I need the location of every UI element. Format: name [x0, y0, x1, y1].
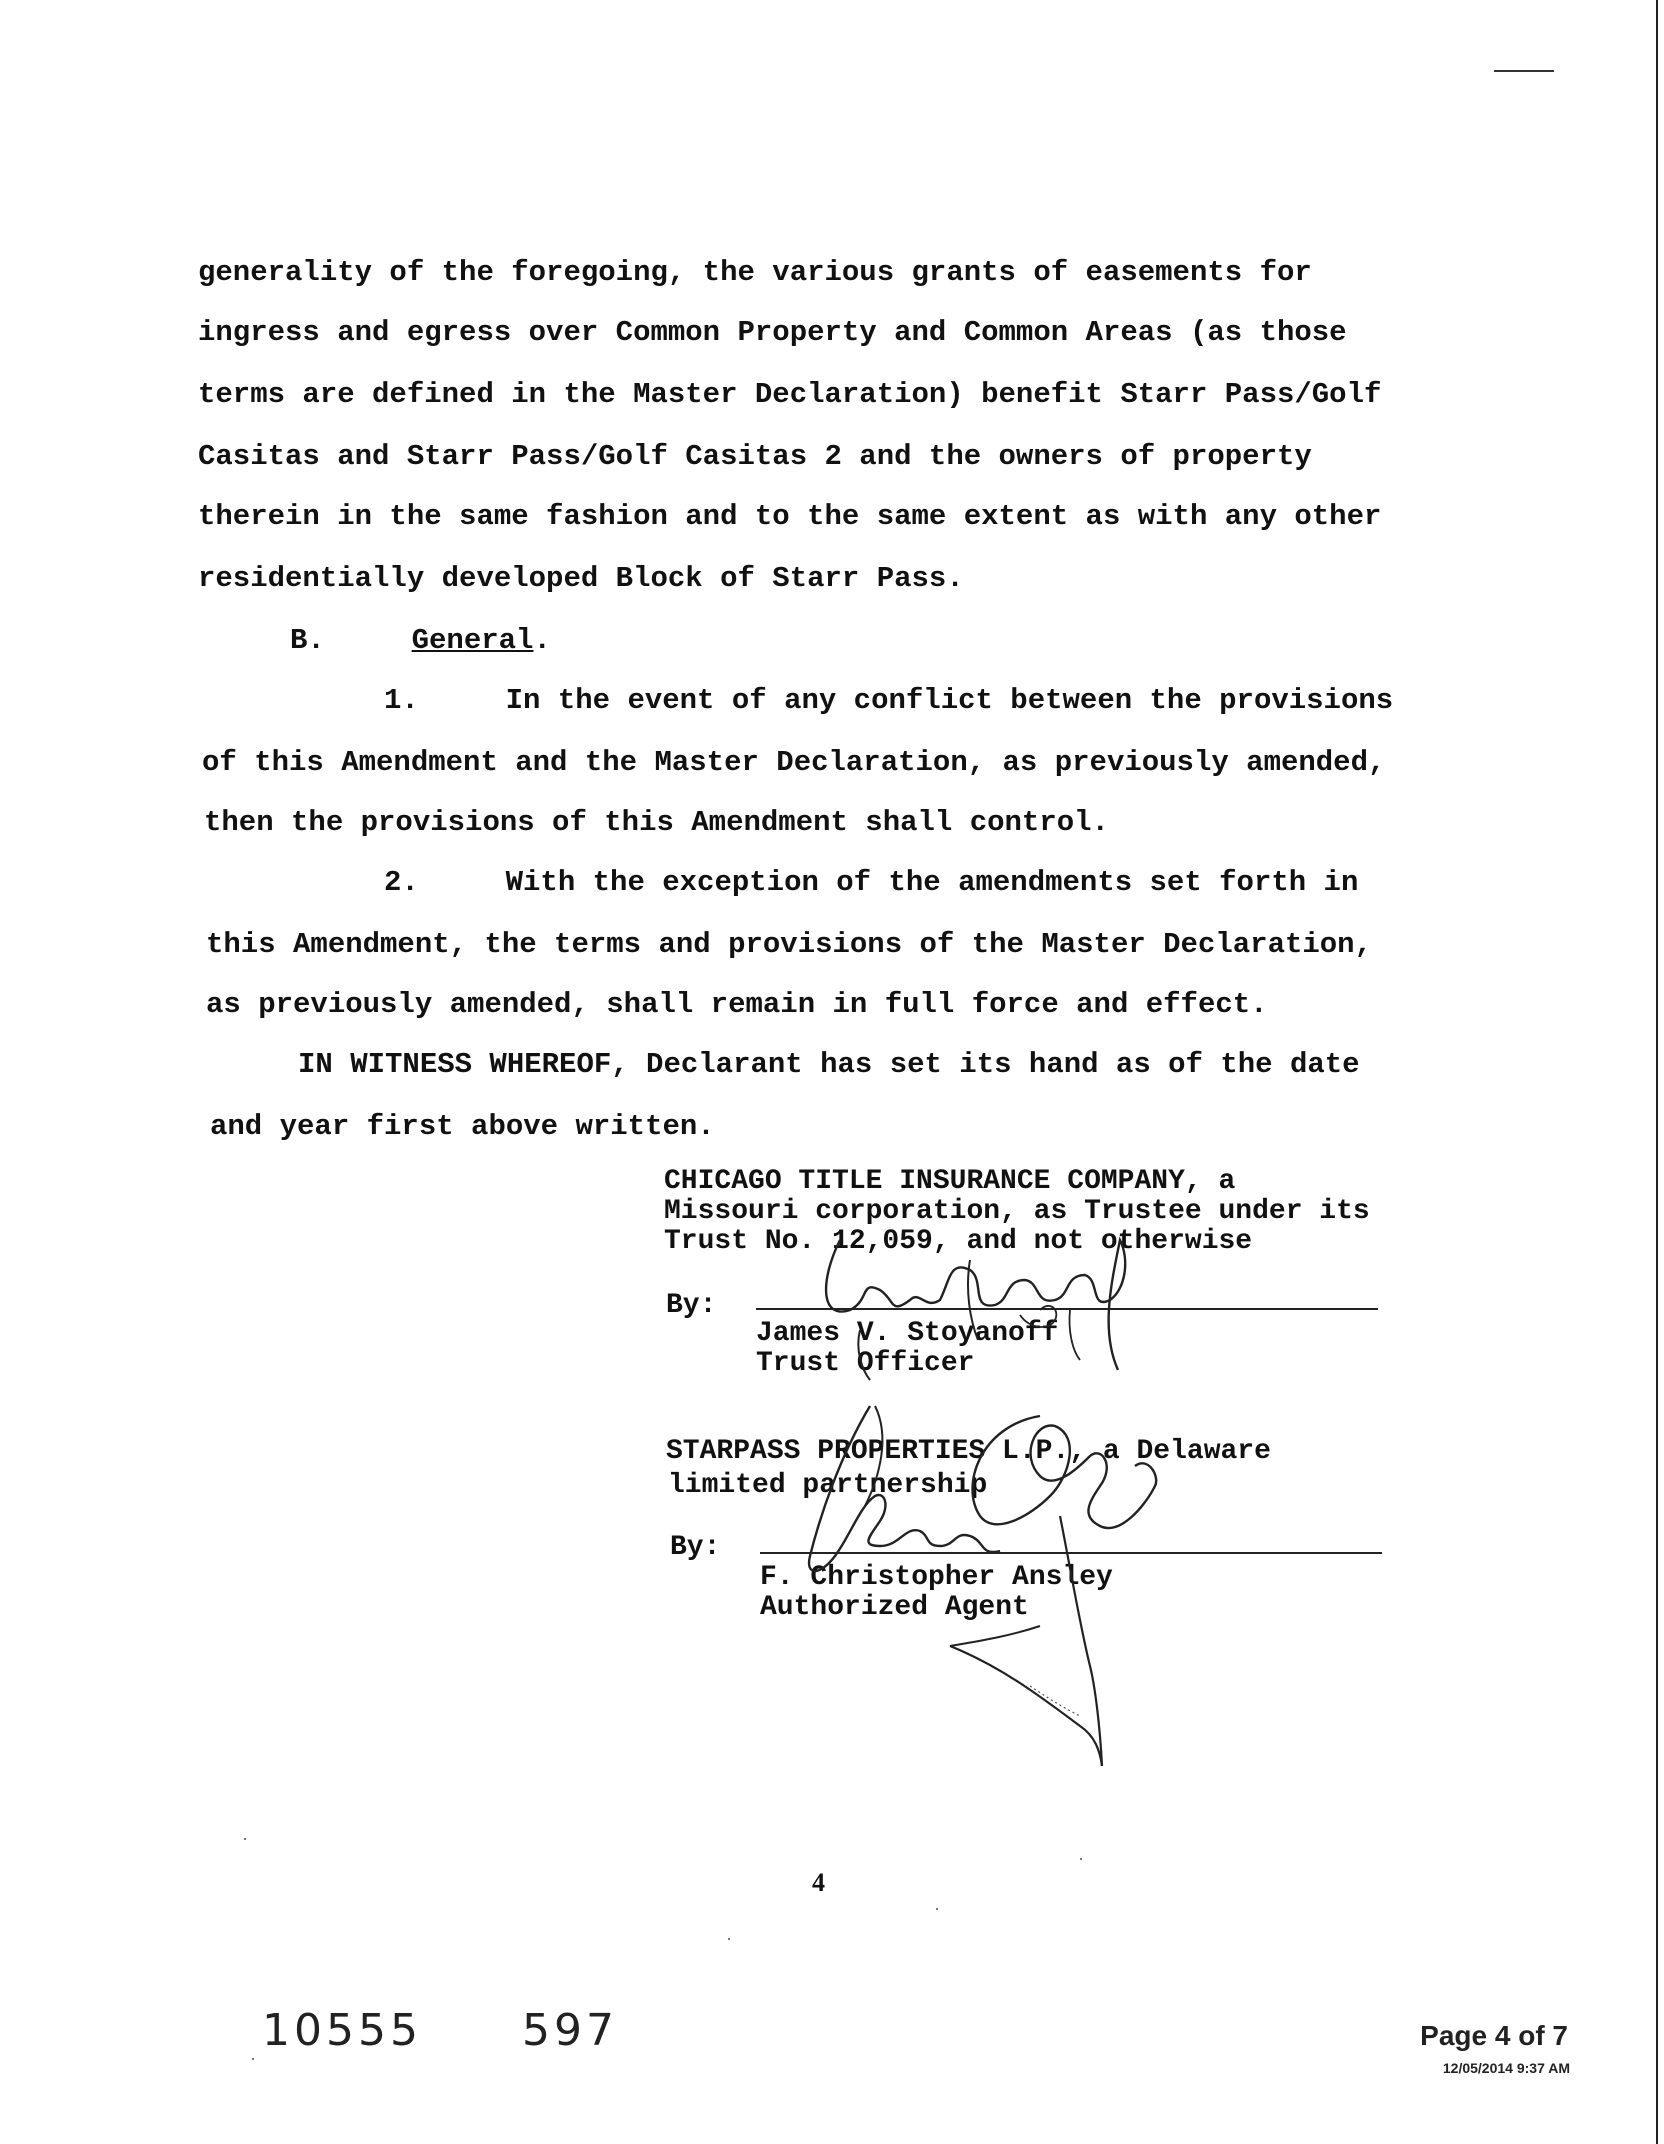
signer-name: F. Christopher Ansley — [760, 1562, 1113, 1593]
scan-speck — [1080, 1858, 1082, 1860]
handwritten-signature-ansley — [780, 1396, 1200, 1776]
paragraph-line: residentially developed Block of Starr Pass. — [198, 562, 964, 595]
book-number: 10555 — [262, 2005, 422, 2056]
handwritten-signature-stoyanoff — [800, 1220, 1160, 1390]
book-page-number: 597 — [521, 2005, 618, 2056]
witness-line: IN WITNESS WHEREOF, Declarant has set its hand as of the date — [298, 1048, 1360, 1081]
signer-name: James V. Stoyanoff — [756, 1318, 1059, 1349]
item-1-first-line: 1. In the event of any conflict between the provisions — [384, 684, 1394, 717]
paragraph-line: Casitas and Starr Pass/Golf Casitas 2 and the owners of property — [198, 440, 1312, 473]
signer-title: Trust Officer — [756, 1348, 975, 1379]
entity-line: Missouri corporation, as Trustee under its — [664, 1196, 1370, 1227]
scan-edge-line — [1656, 0, 1658, 2144]
scan-speck — [728, 1938, 730, 1940]
signer-title: Authorized Agent — [760, 1592, 1029, 1623]
scan-speck — [244, 1838, 246, 1840]
entity-line: CHICAGO TITLE INSURANCE COMPANY, a — [664, 1166, 1236, 1197]
by-label: By: — [670, 1532, 721, 1563]
witness-line: and year first above written. — [210, 1110, 715, 1143]
paragraph-line: generality of the foregoing, the various grants of easements for — [198, 256, 1312, 289]
item-number: 2. — [384, 866, 419, 899]
scan-speck — [936, 1908, 938, 1910]
paragraph-line: terms are defined in the Master Declaration) benefit Starr Pass/Golf — [198, 378, 1382, 411]
recording-book-page — [262, 2005, 618, 2056]
section-heading: General — [411, 624, 534, 657]
section-letter: B. — [290, 624, 325, 657]
item-2-line: this Amendment, the terms and provisions of the Master Declaration, — [206, 928, 1372, 961]
item-2-first-line: 2. With the exception of the amendments set forth in — [384, 866, 1359, 899]
paragraph-line: ingress and egress over Common Property and Common Areas (as those — [198, 316, 1347, 349]
by-label: By: — [666, 1290, 717, 1321]
entity-line: limited partnership — [668, 1470, 988, 1501]
item-1-line: of this Amendment and the Master Declaration, as previously amended, — [202, 746, 1386, 779]
footer-page-count: Page 4 of 7 — [1420, 2020, 1568, 2051]
footer-timestamp: 12/05/2014 9:37 AM — [1442, 2060, 1570, 2076]
item-1-line: then the provisions of this Amendment shall control. — [204, 806, 1109, 839]
item-2-line: as previously amended, shall remain in full force and effect. — [206, 988, 1268, 1021]
section-b-heading: B. General. — [290, 624, 551, 657]
top-dash-mark — [1494, 70, 1554, 72]
item-number: 1. — [384, 684, 419, 717]
page-number: 4 — [812, 1868, 825, 1897]
entity-line: STARPASS PROPERTIES L.P., a Delaware — [666, 1436, 1271, 1467]
entity-line: Trust No. 12,059, and not otherwise — [664, 1226, 1253, 1257]
paragraph-line: therein in the same fashion and to the same extent as with any other — [198, 500, 1382, 533]
scan-speck — [252, 2058, 254, 2060]
